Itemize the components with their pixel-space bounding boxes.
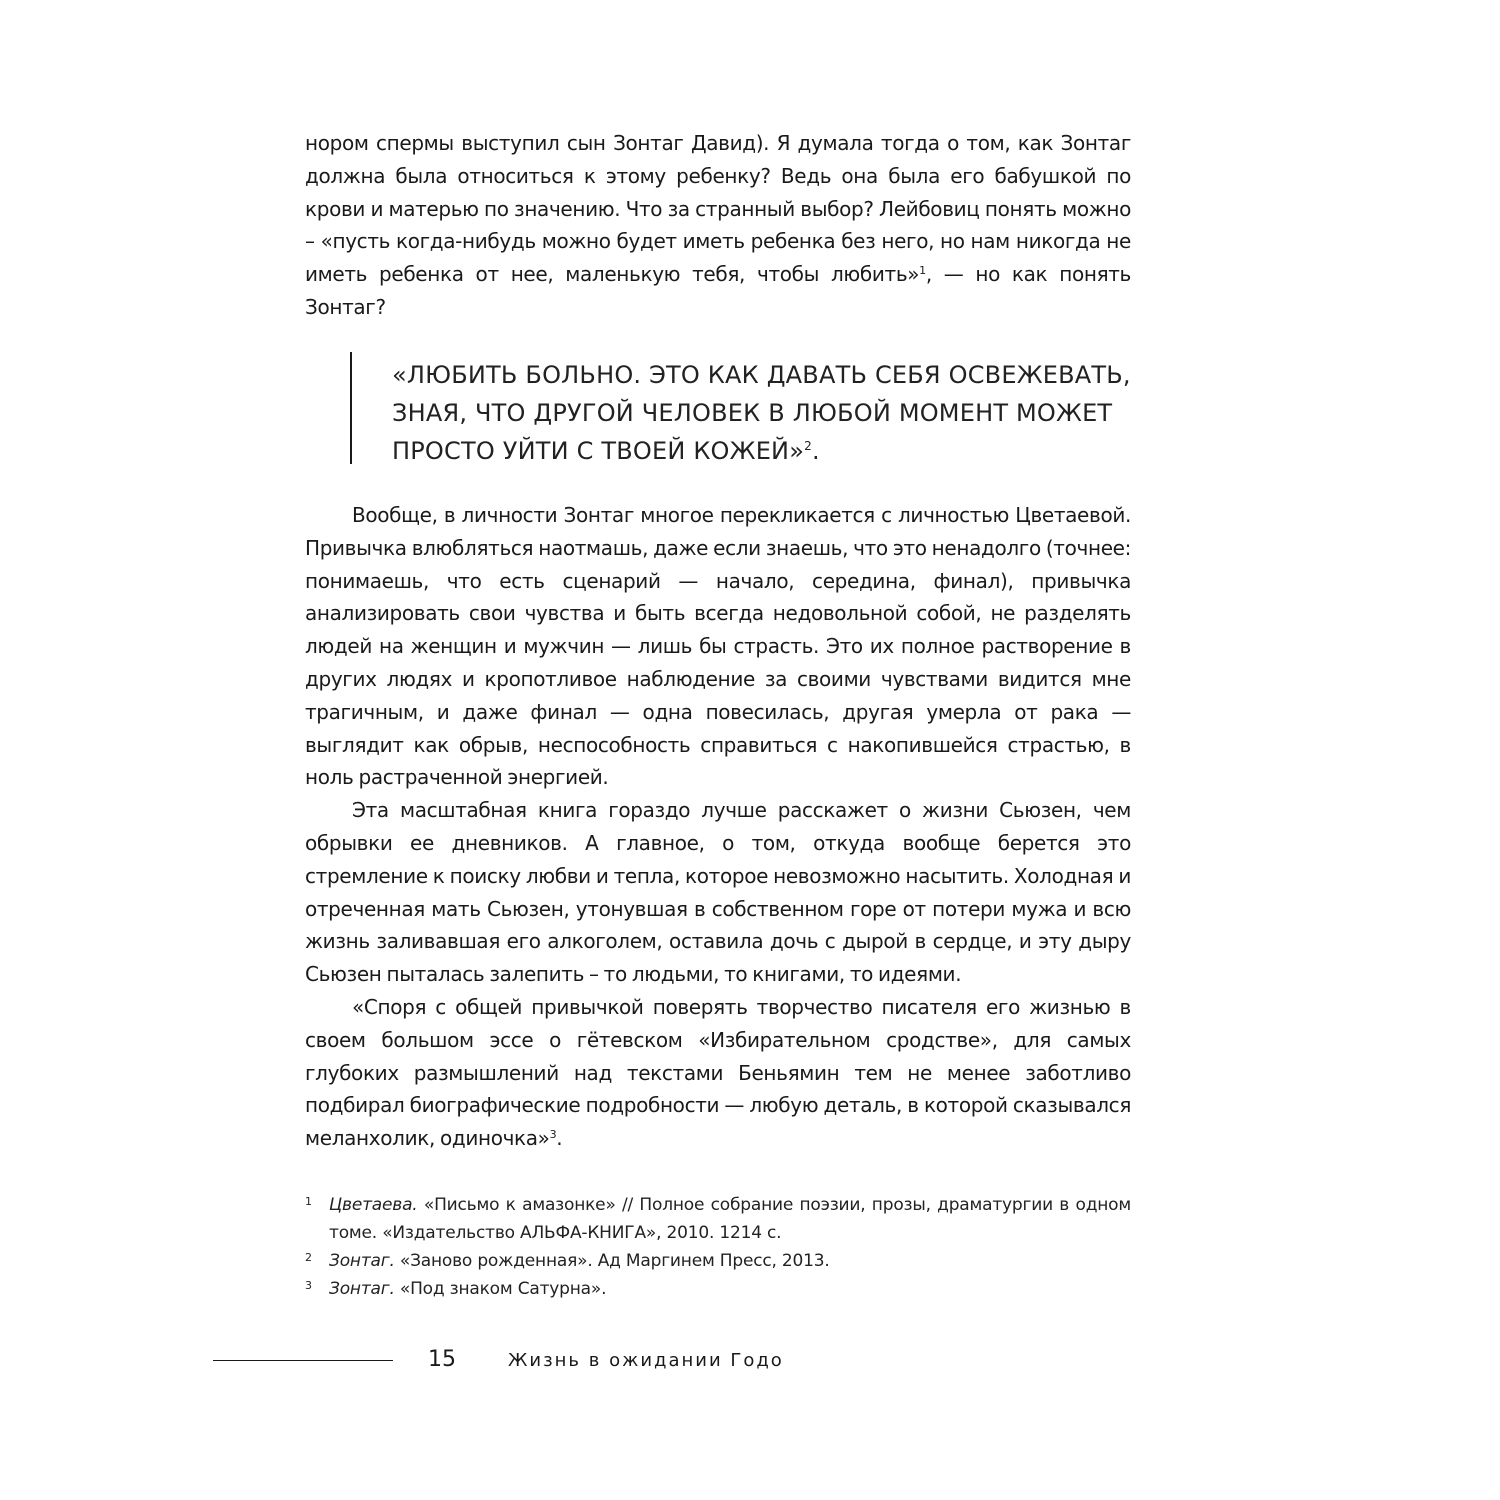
footnote-author: Зонтаг. bbox=[329, 1251, 395, 1271]
footnote-number: 3 bbox=[305, 1279, 312, 1292]
quote-text-wrap bbox=[392, 356, 1152, 470]
intro-paragraph bbox=[305, 127, 1131, 324]
quote-text: «ЛЮБИТЬ БОЛЬНО. ЭТО КАК ДАВАТЬ СЕБЯ ОСВЕЖЕВАТЬ, ЗНАЯ, ЧТО ДРУГОЙ ЧЕЛОВЕК В ЛЮБОЙ МОМЕНТ МОЖЕТ ПРОСТО УЙТИ С ТВОЕЙ КОЖЕЙ» bbox=[392, 361, 1131, 465]
quote-end: . bbox=[811, 437, 820, 465]
running-title: Жизнь в ожидании Годо bbox=[508, 1350, 784, 1371]
footnote-1 bbox=[305, 1191, 1131, 1247]
block-quote bbox=[350, 352, 1142, 464]
footnote-text bbox=[329, 1247, 1131, 1275]
intro-paragraph-block bbox=[305, 127, 1131, 324]
footnotes bbox=[305, 1191, 1131, 1303]
footnote-ref-2[interactable]: 2 bbox=[804, 439, 812, 453]
footnote-3 bbox=[305, 1275, 1131, 1303]
footnote-ref-1[interactable]: 1 bbox=[919, 264, 926, 278]
body-text bbox=[305, 499, 1131, 1155]
footnote-source: «Письмо к амазонке» // Полное собрание поэзии, прозы, драматургии в одном томе. «Издательство АЛЬФА-КНИГА», 2010. 1214 с. bbox=[329, 1195, 1131, 1243]
footnote-text bbox=[329, 1275, 1131, 1303]
page-number: 15 bbox=[428, 1347, 456, 1372]
footer-rule bbox=[213, 1360, 393, 1361]
benjamin-quote-text: «Споря с общей привычкой поверять творчество писателя его жизнью в своем большом эссе о гётевском «Избирательном сродстве», для самых глубоких размышлений над текстами Беньямин тем не менее заботливо подбирал биографические подробности — любую деталь, в которой сказывался меланхолик, одиночка» bbox=[305, 994, 1131, 1151]
benjamin-quote-end: . bbox=[556, 1126, 563, 1151]
footnote-number: 2 bbox=[305, 1251, 312, 1264]
footnote-source: «Заново рожденная». Ад Маргинем Пресс, 2013. bbox=[394, 1251, 830, 1271]
intro-after-text: , — но как понять Зонтаг? bbox=[305, 262, 1131, 319]
paragraph-benjamin-quote bbox=[305, 991, 1131, 1155]
footnote-number: 1 bbox=[305, 1195, 312, 1208]
footnote-2 bbox=[305, 1247, 1131, 1275]
intro-text: нором спермы выступил сын Зонтаг Давид). Я думала тогда о том, как Зонтаг должна была относиться к этому ребенку? Ведь она была его бабушкой по крови и матерью по значению. Что за странный выбор? Лейбовиц понять можно – «пусть когда-нибудь можно будет иметь ребенка без него, но нам никогда не иметь ребенка от нее, маленькую тебя, чтобы любить» bbox=[305, 131, 1131, 287]
footnote-source: «Под знаком Сатурна». bbox=[394, 1279, 607, 1299]
footnote-author: Зонтаг. bbox=[329, 1279, 395, 1299]
footnote-ref-3[interactable]: 3 bbox=[549, 1128, 557, 1142]
footnote-author: Цветаева. bbox=[329, 1195, 418, 1215]
paragraph-tsvetaeva: Вообще, в личности Зонтаг многое перекликается с личностью Цветаевой. Привычка влюбляться наотмашь, даже если знаешь, что это ненадолго (точнее: понимаешь, что есть сценарий — начало, середина, финал), привычка анализировать свои чувства и быть всегда недовольной собой, не разделять людей на женщин и мужчин — лишь бы страсть. Это их полное растворение в других людях и кропотливое наблюдение за своими чувствами видится мне трагичным, и даже финал — одна повесилась, другая умерла от рака — выглядит как обрыв, неспособность справиться с накопившейся страстью, в ноль растраченной энергией. bbox=[305, 503, 1131, 790]
footnote-text bbox=[329, 1191, 1131, 1247]
paragraph-book: Эта масштабная книга гораздо лучше расскажет о жизни Сьюзен, чем обрывки ее дневников. А главное, о том, откуда вообще берется это стремление к поиску любви и тепла, которое невозможно насытить. Холодная и отреченная мать Сьюзен, утонувшая в собственном горе от потери мужа и всю жизнь заливавшая его алкоголем, оставила дочь с дырой в сердце, и эту дыру Сьюзен пыталась залепить – то людьми, то книгами, то идеями. bbox=[305, 798, 1131, 987]
